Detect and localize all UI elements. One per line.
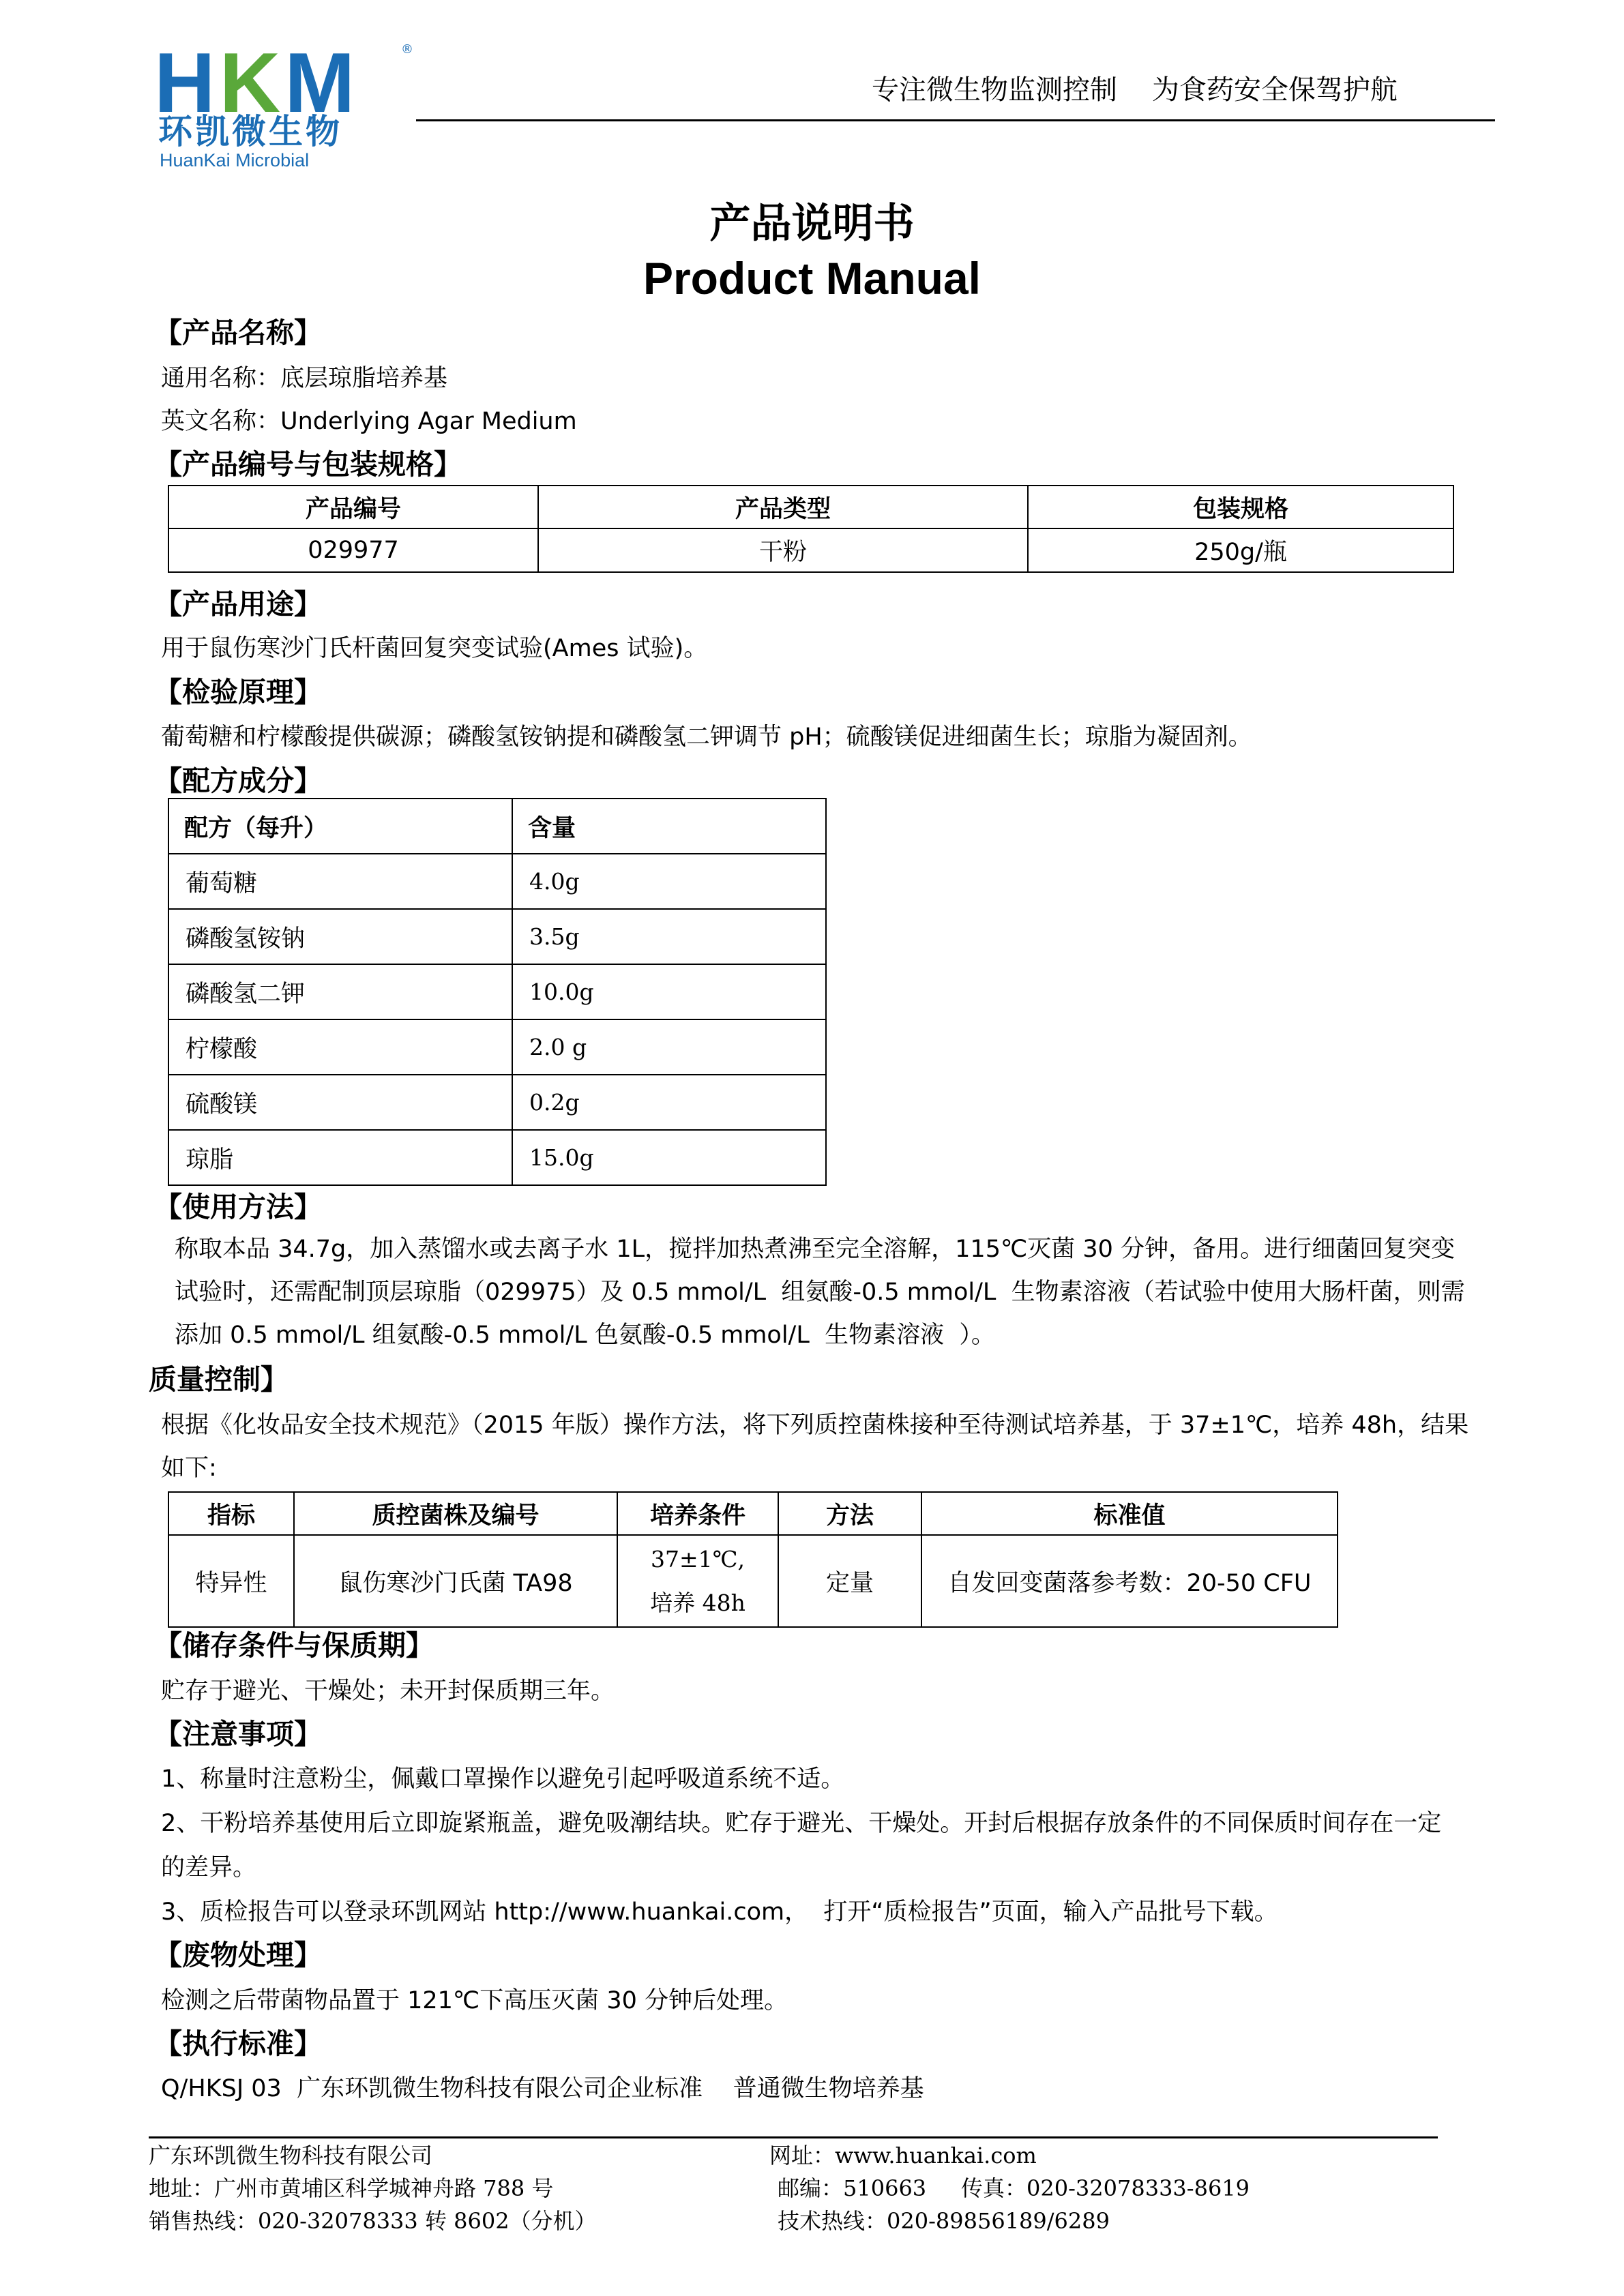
heading-product-name: 【产品名称】 xyxy=(154,316,322,349)
footer-postcode-fax: 邮编：510663 传真：020-32078333-8619 xyxy=(778,2175,1250,2201)
note-3: 3、质检报告可以登录环凯网站 http://www.huankai.com， 打开“质检报告”页面，输入产品批号下载。 xyxy=(161,1898,1278,1926)
heading-storage: 【储存条件与保质期】 xyxy=(154,1629,434,1662)
standard-text: Q/HKSJ 03 广东环凯微生物科技有限公司企业标准 普通微生物培养基 xyxy=(161,2075,924,2102)
table-row xyxy=(168,1130,826,1185)
ingredient-name: 葡萄糖 xyxy=(168,854,512,909)
qc-col-method: 方法 xyxy=(778,1492,921,1535)
heading-formula: 【配方成分】 xyxy=(154,764,322,797)
ingredient-amount: 4.0g xyxy=(512,854,826,909)
heading-standard: 【执行标准】 xyxy=(154,2027,322,2060)
heading-method: 【使用方法】 xyxy=(154,1191,322,1223)
ingredient-name: 琼脂 xyxy=(168,1130,512,1185)
qc-table xyxy=(168,1491,1338,1628)
logo-letter-h: H xyxy=(154,36,220,130)
formula-col-ingredient: 配方（每升） xyxy=(168,799,512,854)
ingredient-name: 硫酸镁 xyxy=(168,1075,512,1130)
header-slogan: 专注微生物监测控制 为食药安全保驾护航 xyxy=(872,74,1398,106)
english-name: 英文名称：Underlying Agar Medium xyxy=(161,408,577,435)
note-2: 2、干粉培养基使用后立即旋紧瓶盖，避免吸潮结块。贮存于避光、干燥处。开封后根据存放条件的不同保质时间存在一定 xyxy=(161,1810,1442,1837)
method-line-2: 试验时，还需配制顶层琼脂（029975）及 0.5 mmol/L 组氨酸-0.5 mmol/L 生物素溶液（若试验中使用大肠杆菌，则需 xyxy=(175,1279,1465,1306)
spec-col-type: 产品类型 xyxy=(538,486,1028,528)
heading-product-use: 【产品用途】 xyxy=(154,588,322,621)
spec-col-code: 产品编号 xyxy=(168,486,538,528)
title-english: Product Manual xyxy=(643,253,981,303)
footer-address: 地址：广州市黄埔区科学城神舟路 788 号 xyxy=(149,2175,554,2201)
footer-tech: 技术热线：020-89856189/6289 xyxy=(778,2208,1110,2234)
ingredient-amount: 3.5g xyxy=(512,909,826,964)
table-row xyxy=(168,1535,1338,1627)
common-name: 通用名称：底层琼脂培养基 xyxy=(161,365,448,392)
spec-type: 干粉 xyxy=(538,528,1028,572)
header-divider xyxy=(416,119,1495,121)
heading-product-spec: 【产品编号与包装规格】 xyxy=(154,448,462,481)
formula-table xyxy=(168,798,827,1186)
note-2-cont: 的差异。 xyxy=(161,1854,257,1881)
qc-strain: 鼠伤寒沙门氏菌 TA98 xyxy=(294,1535,617,1627)
table-row xyxy=(168,909,826,964)
qc-col-condition: 培养条件 xyxy=(617,1492,778,1535)
qc-condition-temp: 37±1℃, xyxy=(650,1545,745,1572)
footer-website: 网址：www.huankai.com xyxy=(769,2143,1037,2168)
ingredient-name: 磷酸氢二钾 xyxy=(168,964,512,1019)
logo-chinese-name: 环凯微生物 xyxy=(158,112,342,151)
qc-indicator: 特异性 xyxy=(168,1535,294,1627)
ingredient-name: 磷酸氢铵钠 xyxy=(168,909,512,964)
qc-condition xyxy=(617,1535,778,1627)
ingredient-amount: 15.0g xyxy=(512,1130,826,1185)
spec-pack: 250g/瓶 xyxy=(1028,528,1453,572)
table-row xyxy=(168,854,826,909)
qc-method: 定量 xyxy=(778,1535,921,1627)
method-line-1: 称取本品 34.7g，加入蒸馏水或去离子水 1L，搅拌加热煮沸至完全溶解，115℃灭菌 30 分钟，备用。进行细菌回复突变 xyxy=(175,1236,1456,1263)
method-line-3: 添加 0.5 mmol/L 组氨酸-0.5 mmol/L 色氨酸-0.5 mmol/L 生物素溶液 ）。 xyxy=(175,1322,995,1349)
table-row xyxy=(168,1019,826,1075)
footer-sales: 销售热线：020-32078333 转 8602（分机） xyxy=(149,2208,597,2234)
ingredient-amount: 10.0g xyxy=(512,964,826,1019)
logo-letter-m: M xyxy=(284,36,359,130)
spec-table xyxy=(168,485,1454,573)
heading-notes: 【注意事项】 xyxy=(154,1718,322,1750)
ingredient-amount: 2.0 g xyxy=(512,1019,826,1075)
waste-text: 检测之后带菌物品置于 121℃下高压灭菌 30 分钟后处理。 xyxy=(161,1987,788,2014)
ingredient-amount: 0.2g xyxy=(512,1075,826,1130)
spec-code: 029977 xyxy=(168,528,538,572)
logo-letter-k: K xyxy=(219,36,285,130)
qc-line-2: 如下: xyxy=(161,1455,217,1482)
principle-text: 葡萄糖和柠檬酸提供碳源；磷酸氢铵钠提和磷酸氢二钾调节 pH；硫酸镁促进细菌生长；琼脂为凝固剂。 xyxy=(161,724,1252,751)
product-use-text: 用于鼠伤寒沙门氏杆菌回复突变试验(Ames 试验)。 xyxy=(161,635,708,662)
qc-col-strain: 质控菌株及编号 xyxy=(294,1492,617,1535)
table-row xyxy=(168,1075,826,1130)
ingredient-name: 柠檬酸 xyxy=(168,1019,512,1075)
logo-english-name: HuanKai Microbial xyxy=(160,150,310,170)
footer-company: 广东环凯微生物科技有限公司 xyxy=(149,2143,433,2168)
note-1: 1、称量时注意粉尘，佩戴口罩操作以避免引起呼吸道系统不适。 xyxy=(161,1765,845,1793)
qc-condition-time: 培养 48h xyxy=(650,1589,745,1616)
spec-col-pack: 包装规格 xyxy=(1028,486,1453,528)
storage-text: 贮存于避光、干燥处；未开封保质期三年。 xyxy=(161,1678,615,1705)
heading-quality-control: 质量控制】 xyxy=(149,1363,289,1396)
formula-col-amount: 含量 xyxy=(512,799,826,854)
heading-principle: 【检验原理】 xyxy=(154,676,322,709)
title-chinese: 产品说明书 xyxy=(709,200,915,248)
qc-line-1: 根据《化妆品安全技术规范》（2015 年版）操作方法，将下列质控菌株接种至待测试培养基，于 37±1℃，培养 48h，结果 xyxy=(161,1412,1469,1439)
table-row xyxy=(168,964,826,1019)
qc-col-standard: 标准值 xyxy=(921,1492,1338,1535)
qc-standard: 自发回变菌落参考数：20-50 CFU xyxy=(921,1535,1338,1627)
footer-divider xyxy=(149,2136,1438,2138)
qc-col-indicator: 指标 xyxy=(168,1492,294,1535)
heading-waste: 【废物处理】 xyxy=(154,1939,322,1971)
registered-mark: ® xyxy=(401,42,413,57)
